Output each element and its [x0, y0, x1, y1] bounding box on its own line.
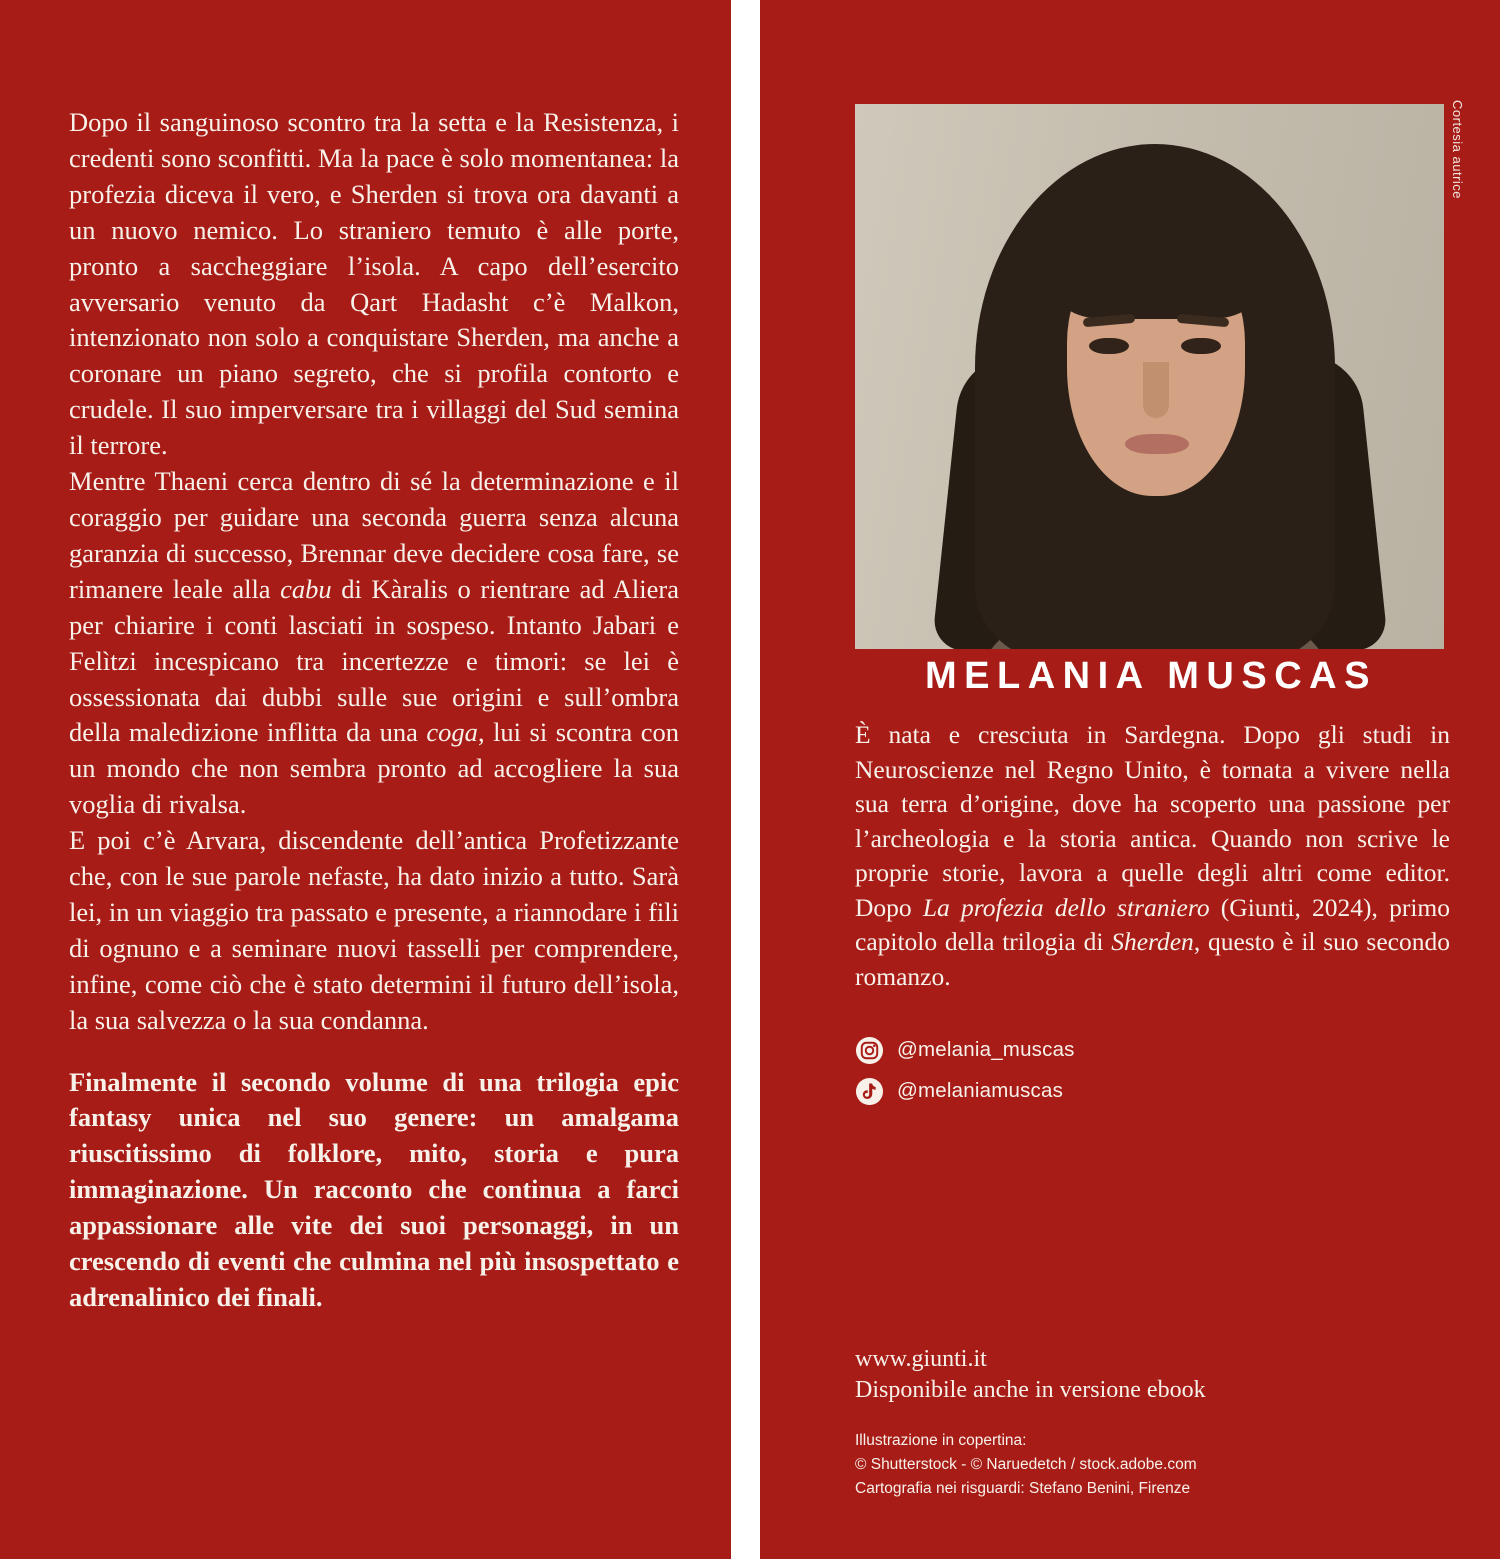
cover-fold-gutter [731, 0, 760, 1559]
tiktok-icon [855, 1077, 884, 1106]
social-row-tiktok[interactable] [855, 1073, 1355, 1109]
photo-eye-left [1089, 338, 1129, 354]
cover-credits [855, 1429, 1455, 1501]
instagram-icon [855, 1036, 884, 1065]
publisher-website[interactable]: www.giunti.it [855, 1345, 987, 1372]
credit-line-2: © Shutterstock - © Naruedetch / stock.adobe.com [855, 1455, 1197, 1473]
photo-eye-right [1181, 338, 1221, 354]
credit-line-1: Illustrazione in copertina: [855, 1431, 1027, 1449]
social-links [855, 1032, 1355, 1114]
credit-line-3: Cartografia nei risguardi: Stefano Benini, Firenze [855, 1479, 1191, 1497]
publisher-info [855, 1344, 1455, 1407]
author-name: MELANIA MUSCAS [925, 655, 1377, 697]
ebook-note: Disponibile anche in versione ebook [855, 1377, 1206, 1404]
blurb-text-block [69, 105, 679, 1316]
blurb-highlight-paragraph: Finalmente il secondo volume di una trilogia epic fantasy unica nel suo genere: un amalgama riuscitissimo di folklore, mito, storia e pura immaginazione. Un racconto che continua a farci appassionare alle vite dei suoi personaggi, in un crescendo di eventi che culmina nel più insospettato e adrenalinico dei finali. [69, 1066, 679, 1312]
social-row-instagram[interactable] [855, 1032, 1355, 1068]
author-portrait-photo [855, 104, 1444, 649]
photo-credit-holder [1450, 100, 1490, 300]
back-cover-blurb-panel [0, 0, 731, 1559]
instagram-handle: @melania_muscas [897, 1038, 1075, 1061]
author-photo-frame [855, 104, 1444, 649]
photo-lips [1125, 434, 1189, 454]
photo-nose [1143, 362, 1169, 418]
blurb-paragraph-2: Mentre Thaeni cerca dentro di sé la determinazione e il coraggio per guidare una seconda guerra senza alcuna garanzia di successo, Brennar deve decidere cosa fare, se rimanere leale alla cabu di Kàralis o rientrare ad Aliera per chiarire i conti lasciati in sospeso. Intanto Jabari e Felìtzi incespicano tra incertezze e timori: se lei è ossessionata dai dubbi sulle sue origini e sull’ombra della maledizione inflitta da una coga, lui si scontra con un mondo che non sembra pronto ad accogliere la sua voglia di rivalsa. [69, 466, 680, 820]
tiktok-handle: @melaniamuscas [897, 1079, 1064, 1102]
blurb-paragraph-1: Dopo il sanguinoso scontro tra la setta e la Resistenza, i credenti sono sconfitti. Ma la pace è solo momentanea: la profezia diceva il vero, e Sherden si trova ora davanti a un nuovo nemico. Lo straniero temuto è alle porte, pronto a saccheggiare l’isola. A capo dell’esercito avversario venuto da Qart Hadasht c’è Malkon, intenzionato non solo a conquistare Sherden, ma anche a coronare un piano segreto, che si profila contorto e crudele. Il suo imperversare tra i villaggi del Sud semina il terrore. [69, 107, 679, 461]
footer-block [855, 1344, 1455, 1501]
photo-credit-label: Cortesia autrice [1450, 100, 1465, 200]
blurb-paragraph-3: E poi c’è Arvara, discendente dell’antica Profetizzante che, con le sue parole nefaste, ha dato inizio a tutto. Sarà lei, in un viaggio tra passato e presente, a riannodare i fili di ognuno e a seminare nuovi tasselli per comprendere, infine, come ciò che è stato determini il futuro dell’isola, la sua salvezza o la sua condanna. [69, 825, 679, 1035]
author-panel [760, 0, 1500, 1559]
author-bio: È nata e cresciuta in Sardegna. Dopo gli studi in Neuroscienze nel Regno Unito, è tornata a vivere nella sua terra d’origine, dove ha scoperto una passione per l’archeologia e la storia antica. Quando non scrive le proprie storie, lavora a quelle degli altri come editor. Dopo La profezia dello straniero (Giunti, 2024), primo capitolo della trilogia di Sherden, questo è il suo secondo romanzo. [855, 720, 1450, 991]
